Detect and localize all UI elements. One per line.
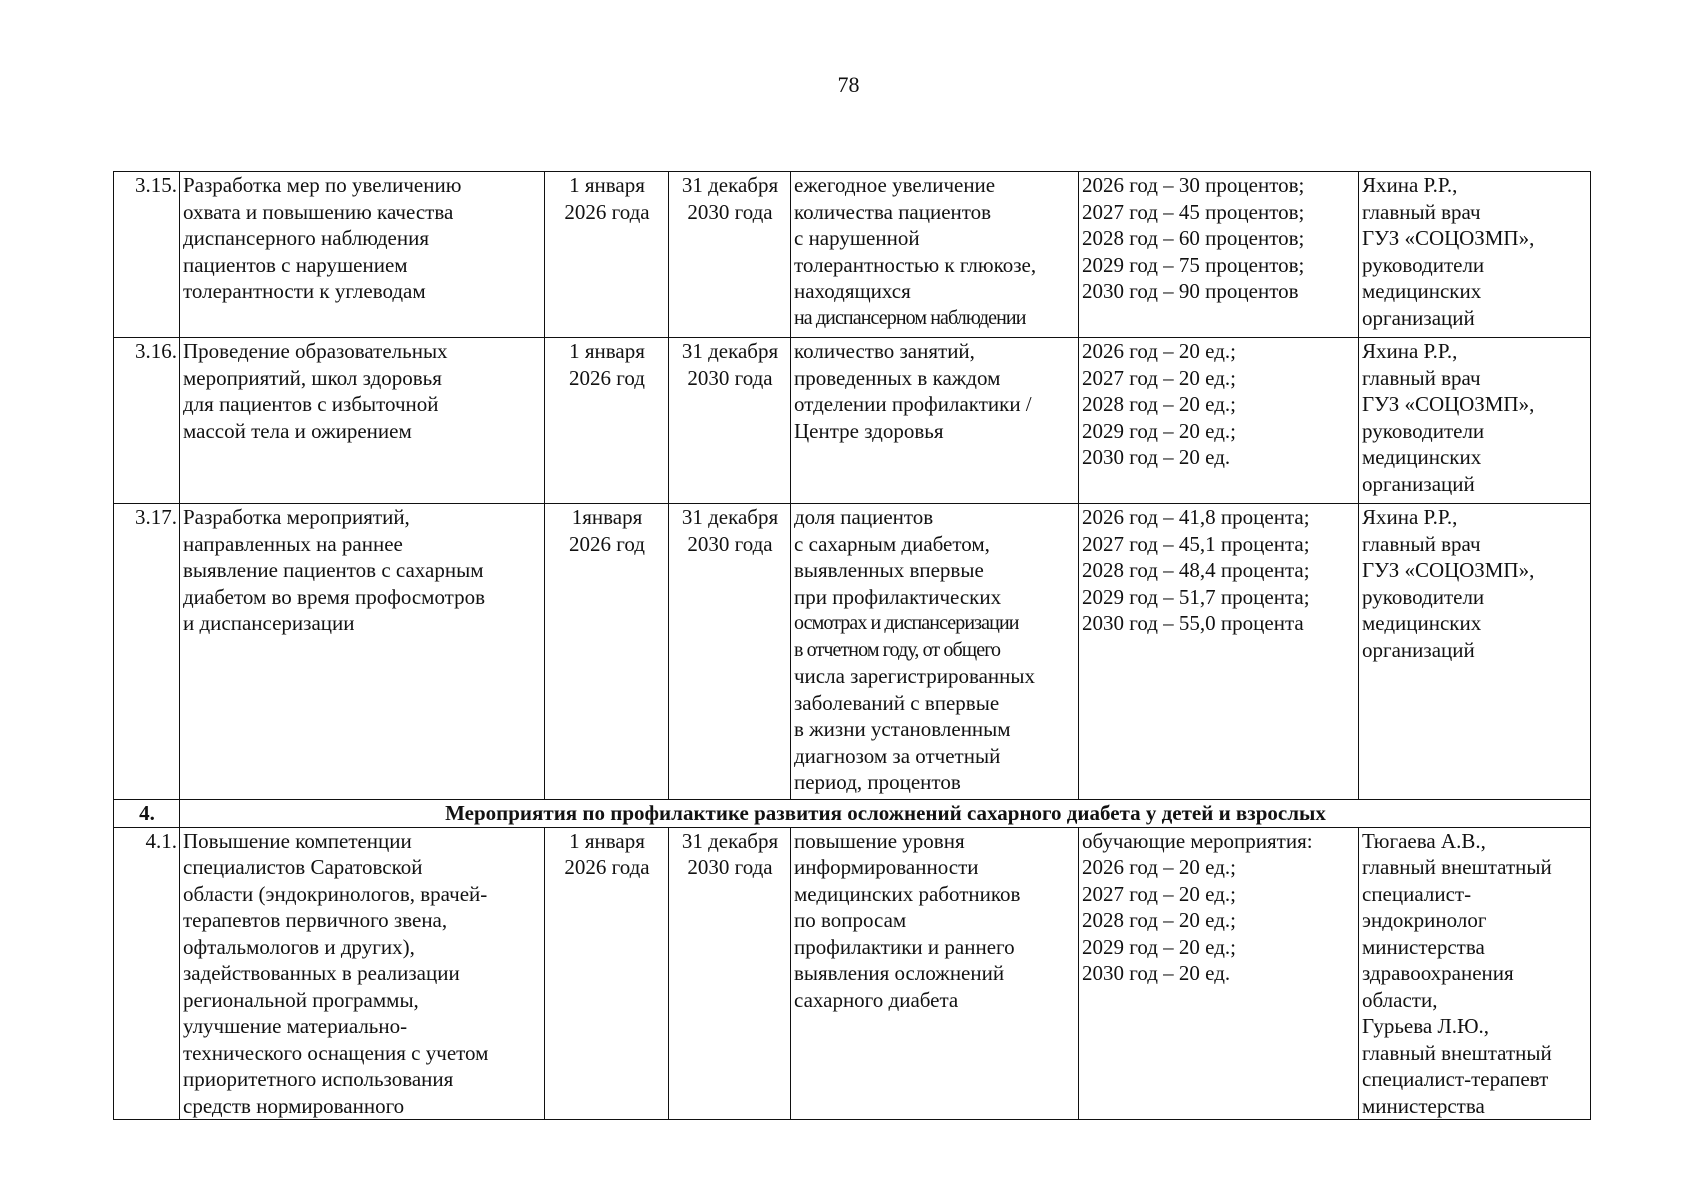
table-row [114,504,1591,800]
target-values: 2026 год – 41,8 процента; 2027 год – 45,1 процента; 2028 год – 48,4 процента; 2029 год – 51,7 процента; 2030 год – 55,0 процента [1079,504,1359,800]
responsible: Тюгаева А.В., главный внештатный специалист- эндокринолог министерства здравоохранения области, Гурьева Л.Ю., главный внештатный специалист-терапевт министерства [1359,827,1591,1120]
row-number: 4.1. [114,827,180,1120]
table-row [114,338,1591,504]
table-row [114,827,1591,1120]
end-date: 31 декабря 2030 года [669,172,791,338]
target-values: 2026 год – 30 процентов; 2027 год – 45 процентов; 2028 год – 60 процентов; 2029 год – 75 процентов; 2030 год – 90 процентов [1079,172,1359,338]
indicator: доля пациентов с сахарным диабетом, выявленных впервые при профилактических осмотрах и диспансеризации в отчетном году, от общего числа зарегистрированных заболеваний с впервые в жизни установленным диагнозом за отчетный период, процентов [791,504,1079,800]
start-date: 1января 2026 год [545,504,669,800]
start-date: 1 января 2026 года [545,172,669,338]
section-title: Мероприятия по профилактике развития осложнений сахарного диабета у детей и взрослых [180,800,1591,828]
target-values: обучающие мероприятия: 2026 год – 20 ед.; 2027 год – 20 ед.; 2028 год – 20 ед.; 2029 год – 20 ед.; 2030 год – 20 ед. [1079,827,1359,1120]
responsible: Яхина Р.Р., главный врач ГУЗ «СОЦОЗМП», руководители медицинских организаций [1359,338,1591,504]
end-date: 31 декабря 2030 года [669,827,791,1120]
section-number: 4. [114,800,180,828]
target-values: 2026 год – 20 ед.; 2027 год – 20 ед.; 2028 год – 20 ед.; 2029 год – 20 ед.; 2030 год – 20 ед. [1079,338,1359,504]
start-date: 1 января 2026 года [545,827,669,1120]
row-number: 3.15. [114,172,180,338]
indicator: количество занятий, проведенных в каждом отделении профилактики / Центре здоровья [791,338,1079,504]
table-row [114,172,1591,338]
row-number: 3.17. [114,504,180,800]
activity-title: Разработка мер по увеличению охвата и повышению качества диспансерного наблюдения пациентов с нарушением толерантности к углеводам [180,172,545,338]
end-date: 31 декабря 2030 года [669,338,791,504]
responsible: Яхина Р.Р., главный врач ГУЗ «СОЦОЗМП», руководители медицинских организаций [1359,172,1591,338]
end-date: 31 декабря 2030 года [669,504,791,800]
page-number: 78 [837,72,860,97]
indicator: ежегодное увеличение количества пациентов с нарушенной толерантностью к глюкозе, находящихся на диспансерном наблюдении [791,172,1079,338]
activity-title: Проведение образовательных мероприятий, школ здоровья для пациентов с избыточной массой тела и ожирением [180,338,545,504]
responsible: Яхина Р.Р., главный врач ГУЗ «СОЦОЗМП», руководители медицинских организаций [1359,504,1591,800]
activity-title: Повышение компетенции специалистов Саратовской области (эндокринологов, врачей- терапевтов первичного звена, офтальмологов и других), задействованных в реализации региональной программы, улучшение материально- технического оснащения с учетом приоритетного использования средств нормированного [180,827,545,1120]
row-number: 3.16. [114,338,180,504]
indicator: повышение уровня информированности медицинских работников по вопросам профилактики и раннего выявления осложнений сахарного диабета [791,827,1079,1120]
start-date: 1 января 2026 год [545,338,669,504]
section-row [114,800,1591,828]
activities-table [113,171,1591,1120]
activity-title: Разработка мероприятий, направленных на раннее выявление пациентов с сахарным диабетом во время профосмотров и диспансеризации [180,504,545,800]
